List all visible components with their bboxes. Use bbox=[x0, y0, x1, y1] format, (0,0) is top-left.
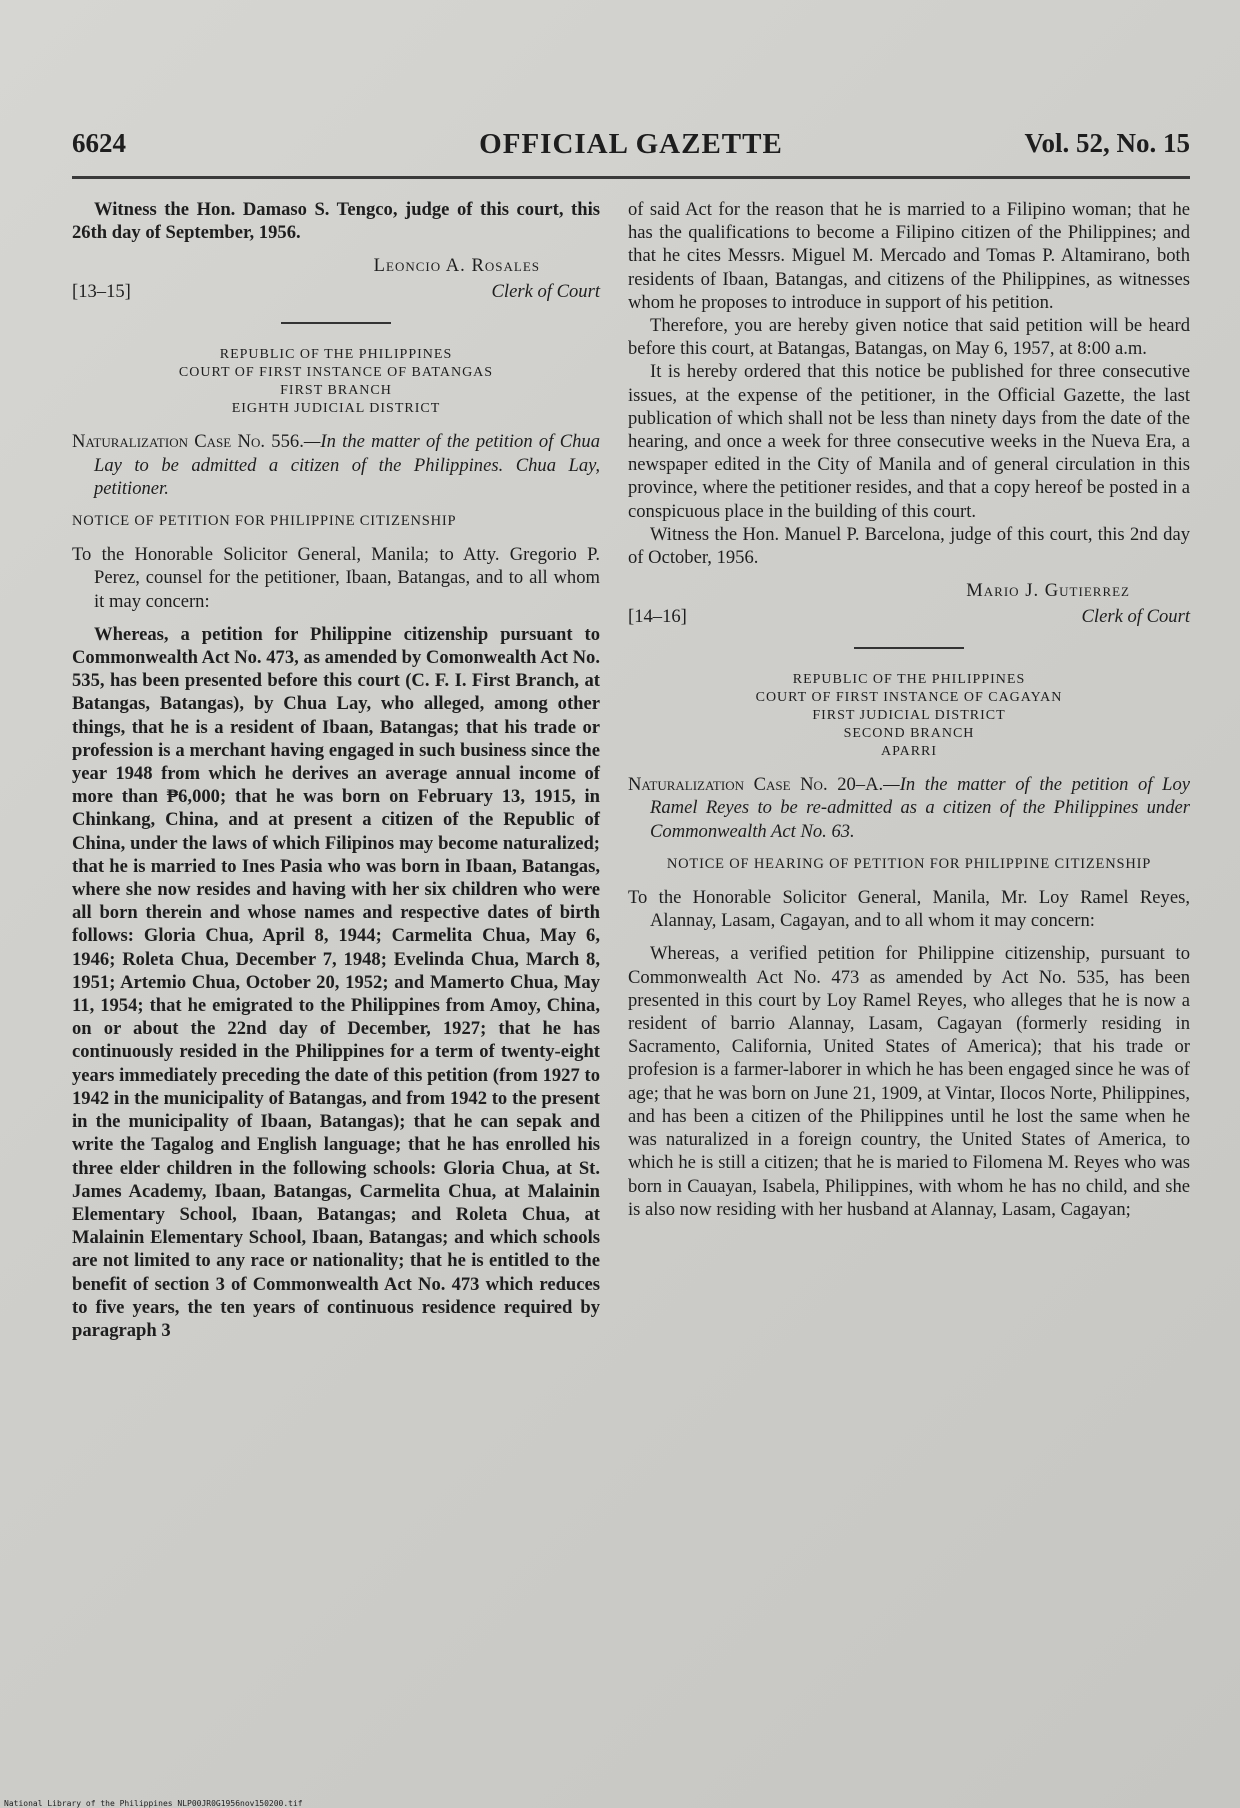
witness-clause-2: Witness the Hon. Manuel P. Barcelona, judge of this court, this 2nd day of October, 1956. bbox=[628, 523, 1190, 569]
archive-stamp: National Library of the Philippines NLP00JR0G1956nov150200.tif bbox=[4, 1799, 303, 1808]
therefore-paragraph: Therefore, you are hereby given notice that said petition will be heard before this court, at Batangas, Batangas, on May 6, 1957, at 8:00 a.m. bbox=[628, 315, 1190, 360]
court-line: SECOND BRANCH bbox=[843, 726, 975, 742]
issue-reference: [14–16] bbox=[628, 606, 687, 628]
clerk-name: Mario J. Gutierrez bbox=[966, 580, 1130, 602]
case-text: —In the matter of the petition of Loy Ramel Reyes to be re-admitted as a citizen of the Philippines under Commonwealth Act No. 63. bbox=[650, 774, 1190, 842]
case-title bbox=[72, 430, 600, 500]
volume-number: Vol. 52, No. 15 bbox=[1024, 128, 1190, 158]
court-line: COURT OF FIRST INSTANCE OF CAGAYAN bbox=[755, 690, 1063, 706]
notice-heading: NOTICE OF PETITION FOR PHILIPPINE CITIZENSHIP bbox=[72, 513, 457, 530]
clerk-name: Leoncio A. Rosales bbox=[373, 255, 540, 277]
header-rule bbox=[72, 176, 1190, 179]
addressees: To the Honorable Solicitor General, Manila; to Atty. Gregorio P. Perez, counsel for the petitioner, Ibaan, Batangas, and to all whom it may concern: bbox=[72, 544, 600, 612]
continuation-paragraph: of said Act for the reason that he is married to a Filipino woman; that he has the qualifications to become a Filipino citizen of the Philippines; and that he cites Messrs. Miguel M. Mercado and Tomas P. Altamirano, both residents of Ibaan, Batangas, and citizens of the Philippines, as witnesses whom he proposes to introduce in support of his petition. bbox=[628, 199, 1190, 313]
signature-block-2 bbox=[628, 579, 1190, 629]
signature-block-1 bbox=[72, 254, 600, 304]
section-divider bbox=[854, 647, 964, 649]
section-divider bbox=[281, 322, 391, 324]
publication-title: OFFICIAL GAZETTE bbox=[479, 128, 783, 160]
page-header bbox=[72, 128, 1190, 168]
court-line: EIGHTH JUDICIAL DISTRICT bbox=[231, 401, 441, 417]
court-heading bbox=[628, 671, 1190, 761]
case-text: —In the matter of the petition of Chua Lay to be admitted a citizen of the Philippines. Chua Lay, petitioner. bbox=[94, 431, 600, 499]
case-label: Naturalization Case No. 20–A. bbox=[628, 774, 884, 796]
court-heading bbox=[72, 346, 600, 418]
court-line: REPUBLIC OF THE PHILIPPINES bbox=[792, 672, 1026, 688]
whereas-paragraph: Whereas, a petition for Philippine citizenship pursuant to Commonwealth Act No. 473, as amended by Comonwealth Act No. 535, has been presented before this court (C. F. I. First Branch, at Batangas, Batangas), by Chua Lay, who alleged, among other things, that he is a resident of Ibaan, Batangas; that his trade or profession is a merchant having engaged in such business since the year 1948 from which he derives an average annual income of more than ₱6,000; that he was born on February 13, 1915, in Chinkang, China, and at present a citizen of the Republic of China, under the laws of which Filipinos may become naturalized; that he is married to Ines Pasia who was born in Ibaan, Batangas, where she now resides and having with her six children who were all born therein and whose names and respective dates of birth follows: Gloria Chua, April 8, 1944; Carmelita Chua, May 6, 1946; Roleta Chua, December 7, 1948; Evelinda Chua, March 8, 1951; Artemio Chua, October 20, 1952; and Mamerto Chua, May 11, 1954; that he emigrated to the Philippines from Amoy, China, on or about the 22nd day of December, 1927; that he has continuously resided in the Philippines for a term of twenty-eight years immediately preceding the date of this petition (from 1927 to 1942 in the municipality of Batangas, and from 1942 to the present in the municipality of Ibaan, Batangas); that he can sepak and write the Tagalog and English language; that he has enrolled his three elder children in the following schools: Gloria Chua, at St. James Academy, Ibaan, Batangas, Carmelita Chua, at Malainin Elementary School, Ibaan, Batangas; and Roleta Chua, at Malainin Elementary School, Ibaan, Batangas; and which schools are not limited to any race or nationality; that he is entitled to the benefit of section 3 of Commonwealth Act No. 473 which reduces to five years, the ten years of continuous residence required by paragraph 3 bbox=[72, 623, 600, 1341]
page-number: 6624 bbox=[72, 128, 126, 158]
court-line: COURT OF FIRST INSTANCE OF BATANGAS bbox=[178, 365, 494, 381]
whereas-paragraph: Whereas, a verified petition for Philippine citizenship, pursuant to Commonwealth Act No. 473 as amended by Act No. 535, has been presented in this court by Loy Ramel Reyes, who alleges that he is now a resident of barrio Alannay, Lasam, Cagayan (formerly residing in Sacramento, California, United States of America); that his trade or profesion is a farmer-laborer in which he has been engaged since he was of age; that he was born on June 21, 1909, at Vintar, Ilocos Norte, Philippines, and has been a citizen of the Philippines until he lost the same when he was naturalized in a foreign country, the United States of America, to which he is still a citizen; that he is maried to Filomena M. Reyes who was born in Cauayan, Isabela, Philippines, with whom he has no child, and she is also now residing with her husband at Alannay, Lasam, Cagayan; bbox=[628, 943, 1190, 1220]
clerk-title: Clerk of Court bbox=[491, 281, 600, 303]
left-column bbox=[72, 198, 600, 1342]
court-line: FIRST BRANCH bbox=[280, 383, 392, 399]
right-column bbox=[628, 198, 1190, 1221]
court-line: APARRI bbox=[880, 744, 938, 760]
case-title bbox=[628, 773, 1190, 843]
ordered-paragraph: It is hereby ordered that this notice be published for three consecutive issues, at the expense of the petitioner, in the Official Gazette, the last publication of which shall not be less than ninety days from the date of the hearing, and once a week for three consecutive weeks in the Nueva Era, a newspaper edited in the City of Manila and of general circulation in this province, where the petitioner resides, and that a copy hereof be posted in a conspicuous place in the building of this court. bbox=[628, 361, 1190, 522]
witness-clause-1: Witness the Hon. Damaso S. Tengco, judge of this court, this 26th day of September, 1956. bbox=[72, 199, 600, 244]
issue-reference: [13–15] bbox=[72, 281, 131, 303]
notice-heading: NOTICE OF HEARING OF PETITION FOR PHILIPPINE CITIZENSHIP bbox=[666, 855, 1152, 872]
clerk-title: Clerk of Court bbox=[1081, 606, 1190, 628]
court-line: FIRST JUDICIAL DISTRICT bbox=[812, 708, 1006, 724]
case-label: Naturalization Case No. 556. bbox=[72, 431, 304, 453]
addressees: To the Honorable Solicitor General, Manila, Mr. Loy Ramel Reyes, Alannay, Lasam, Cagayan, and to all whom it may concern: bbox=[628, 887, 1190, 932]
court-line: REPUBLIC OF THE PHILIPPINES bbox=[219, 347, 453, 363]
